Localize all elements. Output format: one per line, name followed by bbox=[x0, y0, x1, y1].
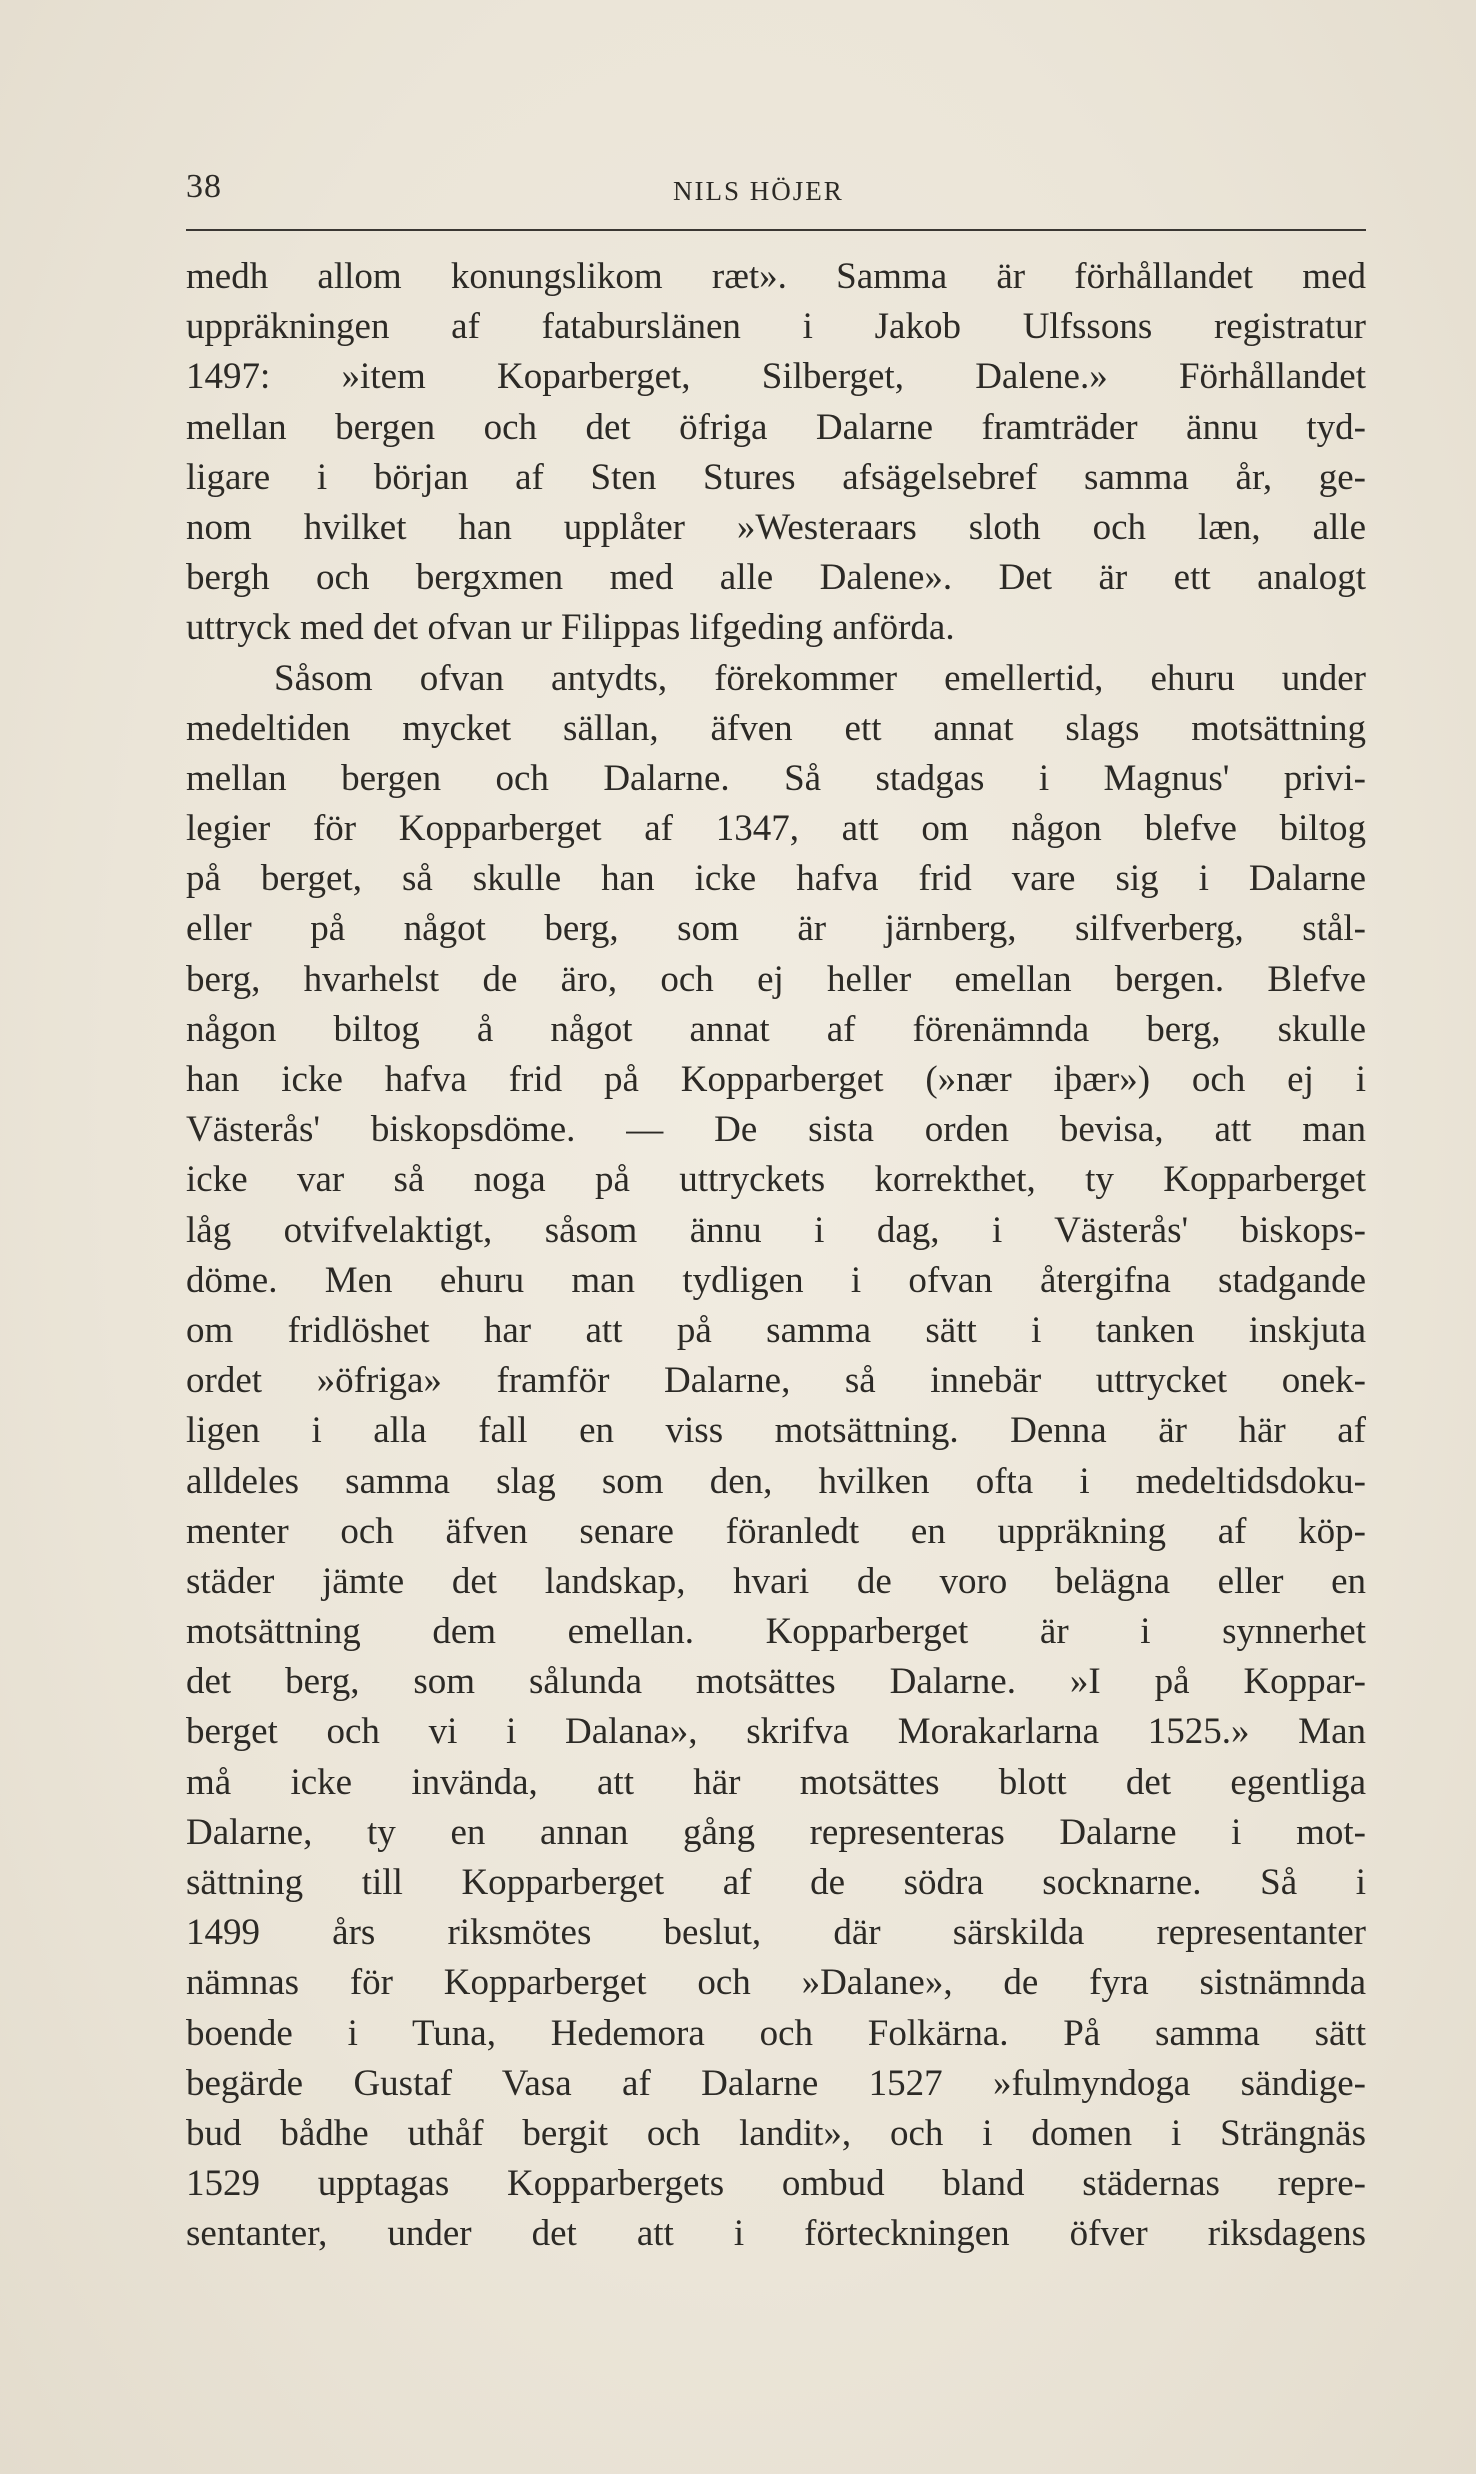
text-line: ligare i början af Sten Stures afsägelsebref samma år, ge- bbox=[186, 456, 1366, 498]
text-line: eller på något berg, som är järnberg, silfverberg, stål- bbox=[186, 908, 1366, 950]
text-line: menter och äfven senare föranledt en uppräkning af köp- bbox=[186, 1510, 1366, 1552]
text-line: sättning till Kopparberget af de södra socknarne. Så i bbox=[186, 1862, 1366, 1903]
page-header bbox=[186, 168, 1366, 216]
text-line: Västerås' biskopsdöme. — De sista orden bevisa, att man bbox=[186, 1109, 1366, 1151]
text-line: Såsom ofvan antydts, förekommer emellertid, ehuru under bbox=[274, 657, 1366, 699]
text-line: ordet »öfriga» framför Dalarne, så innebär uttrycket onek- bbox=[186, 1360, 1366, 1402]
page-number: 38 bbox=[186, 168, 222, 205]
text-line: legier för Kopparberget af 1347, att om någon blefve biltog bbox=[186, 808, 1366, 850]
text-line: berget och vi i Dalana», skrifva Morakarlarna 1525.» Man bbox=[186, 1711, 1366, 1753]
text-line: bergh och bergxmen med alle Dalene». Det är ett analogt bbox=[186, 557, 1366, 599]
text-line: må icke invända, att här motsättes blott det egentliga bbox=[186, 1761, 1366, 1803]
text-line: icke var så noga på uttryckets korrekthet, ty Kopparberget bbox=[186, 1159, 1366, 1201]
text-line: på berget, så skulle han icke hafva frid vare sig i Dalarne bbox=[186, 858, 1366, 900]
text-line: sentanter, under det att i förteckningen öfver riksdagens bbox=[186, 2213, 1366, 2255]
text-line: motsättning dem emellan. Kopparberget är i synnerhet bbox=[186, 1611, 1366, 1653]
running-head: NILS HÖJER bbox=[673, 176, 844, 206]
text-line: uttryck med det ofvan ur Filippas lifgeding anförda. bbox=[186, 607, 955, 649]
text-line: medh allom konungslikom ræt». Samma är förhållandet med bbox=[186, 256, 1366, 297]
text-line: 1529 upptagas Kopparbergets ombud bland städernas repre- bbox=[186, 2163, 1366, 2205]
text-line: låg otvifvelaktigt, såsom ännu i dag, i Västerås' biskops- bbox=[186, 1209, 1366, 1251]
text-line: döme. Men ehuru man tydligen i ofvan återgifna stadgande bbox=[186, 1259, 1366, 1301]
text-line: uppräkningen af fataburslänen i Jakob Ulfssons registratur bbox=[186, 306, 1366, 348]
text-line: begärde Gustaf Vasa af Dalarne 1527 »fulmyndoga sändige- bbox=[186, 2062, 1366, 2104]
text-line: det berg, som sålunda motsättes Dalarne. »I på Koppar- bbox=[186, 1661, 1366, 1703]
body-text bbox=[186, 252, 1366, 2260]
text-line: boende i Tuna, Hedemora och Folkärna. På samma sätt bbox=[186, 2012, 1366, 2054]
text-line: ligen i alla fall en viss motsättning. Denna är här af bbox=[186, 1410, 1366, 1452]
text-line: medeltiden mycket sällan, äfven ett annat slags motsättning bbox=[186, 707, 1366, 749]
text-line: mellan bergen och det öfriga Dalarne framträder ännu tyd- bbox=[186, 406, 1366, 448]
text-line: om fridlöshet har att på samma sätt i tanken inskjuta bbox=[186, 1309, 1366, 1351]
text-line: någon biltog å något annat af förenämnda berg, skulle bbox=[186, 1008, 1366, 1050]
text-line: nom hvilket han upplåter »Westeraars sloth och læn, alle bbox=[186, 506, 1366, 548]
text-line: 1497: »item Koparberget, Silberget, Dalene.» Förhållandet bbox=[186, 356, 1366, 398]
text-line: Dalarne, ty en annan gång representeras Dalarne i mot- bbox=[186, 1811, 1366, 1853]
text-line: alldeles samma slag som den, hvilken ofta i medeltidsdoku- bbox=[186, 1460, 1366, 1502]
text-line: bud bådhe uthåf bergit och landit», och i domen i Strängnäs bbox=[186, 2112, 1366, 2154]
text-line: städer jämte det landskap, hvari de voro belägna eller en bbox=[186, 1560, 1366, 1602]
text-line: han icke hafva frid på Kopparberget (»nær iþær») och ej i bbox=[186, 1059, 1366, 1100]
text-line: berg, hvarhelst de äro, och ej heller emellan bergen. Blefve bbox=[186, 958, 1366, 1000]
header-rule bbox=[186, 229, 1366, 231]
text-line: nämnas för Kopparberget och »Dalane», de fyra sistnämnda bbox=[186, 1962, 1366, 2004]
text-line: mellan bergen och Dalarne. Så stadgas i Magnus' privi- bbox=[186, 757, 1366, 799]
text-line: 1499 års riksmötes beslut, där särskilda representanter bbox=[186, 1912, 1366, 1954]
